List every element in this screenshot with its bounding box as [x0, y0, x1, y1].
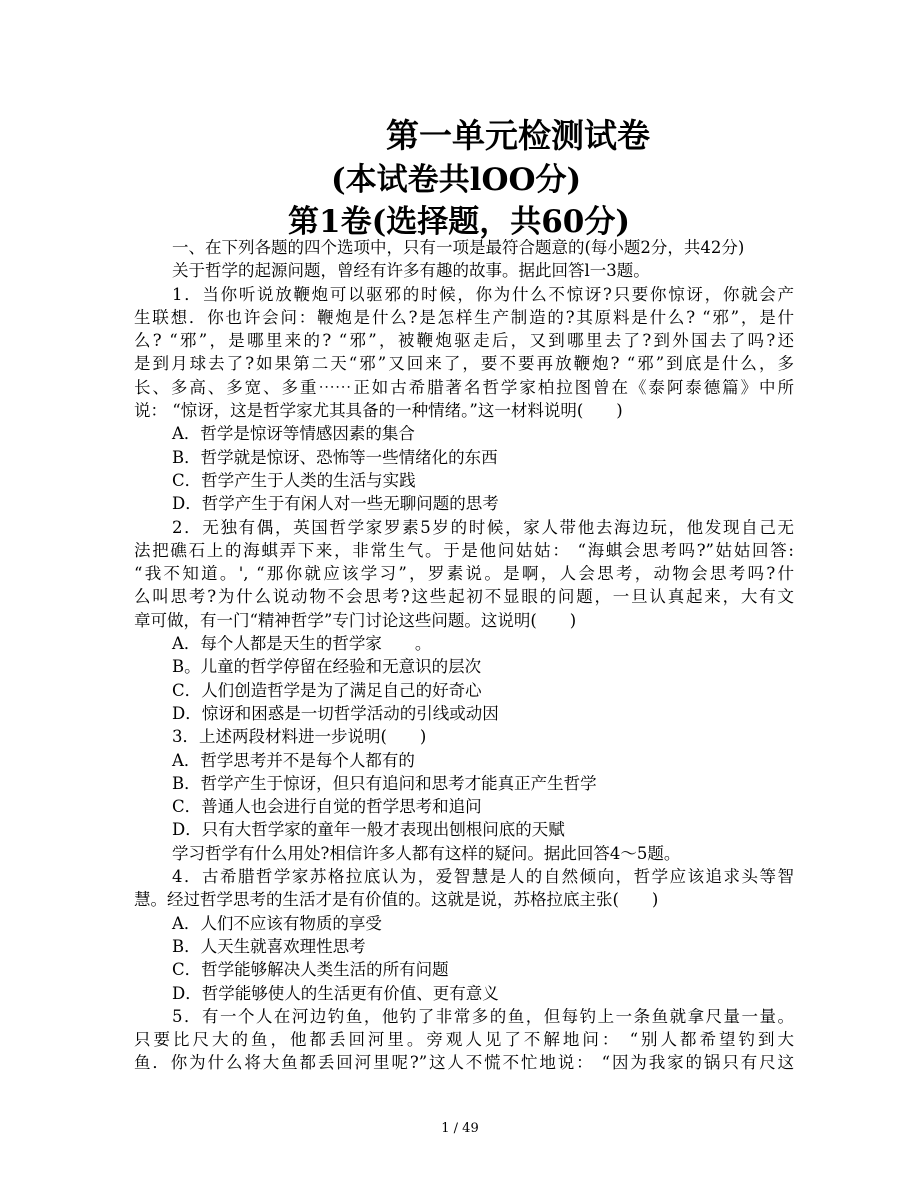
text-line: 只要比尺大的鱼，他都丢回河里。旁观人见了不解地问： “别人都希望钓到大: [134, 1030, 794, 1050]
text-line: A．人们不应该有物质的享受: [172, 913, 382, 933]
text-line: 法把礁石上的海蜞弄下来，非常生气。于是他问姑姑： “海蜞会思考吗?”姑姑回答:: [134, 540, 794, 560]
page-subtitle: (本试卷共lOO分): [331, 162, 582, 198]
text-line: 学习哲学有什么用处?相信许多人都有这样的疑问。据此回答4～5题。: [172, 843, 681, 863]
text-line: 4．古希腊哲学家苏格拉底认为，爱智慧是人的自然倾向，哲学应该追求头等智: [172, 867, 794, 887]
text-line: 鱼．你为什么将大鱼都丢回河里呢?”这人不慌不忙地说： “因为我家的锅只有尺这: [134, 1053, 794, 1073]
text-line: C．哲学产生于人类的生活与实践: [172, 470, 416, 490]
text-line: 一、在下列各题的四个选项中，只有一项是最符合题意的(每小题2分，共42分): [172, 238, 745, 257]
text-line: A．哲学思考并不是每个人都有的: [172, 750, 415, 770]
text-line: 5．有一个人在河边钓鱼，他钓了非常多的鱼，但每钓上一条鱼就拿尺量一量。: [172, 1006, 794, 1026]
question-body: [134, 236, 794, 1075]
text-line: D．惊讶和困惑是一切哲学活动的引线或动因: [172, 703, 499, 723]
text-line: D．哲学产生于有闲人对一些无聊问题的思考: [172, 494, 499, 514]
part-title: 第1卷(选择题，共60分): [288, 204, 631, 240]
text-line: B．人天生就喜欢理性思考: [172, 936, 366, 956]
text-line: 说： “惊讶，这是哲学家尤其具备的一种情绪。”这一材料说明( ): [134, 401, 623, 421]
page-number: 1 / 49: [441, 1121, 479, 1136]
text-line: 是到月球去了?如果第二天“邪”又回来了，要不要再放鞭炮? “邪”到底是什么，多: [134, 354, 794, 374]
text-line: 长、多高、多宽、多重⋯⋯正如古希腊著名哲学家柏拉图曾在《泰阿泰德篇》中所: [134, 377, 794, 397]
text-line: 1．当你听说放鞭炮可以驱邪的时候，你为什么不惊讶?只要你惊讶，你就会产: [172, 284, 794, 304]
text-line: 么? “邪”，是哪里来的? “邪”，被鞭炮驱走后，又到哪里去了?到外国去了吗?还: [134, 331, 794, 351]
text-line: 么叫思考?为什么说动物不会思考?这些起初不显眼的问题，一旦认真起来，大有文: [134, 587, 794, 607]
text-line: C．人们创造哲学是为了满足自己的好奇心: [172, 680, 482, 700]
text-line: 慧。经过哲学思考的生活才是有价值的。这就是说，苏格拉底主张( ): [134, 890, 659, 910]
text-line: B．哲学就是惊讶、恐怖等一些情绪化的东西: [172, 447, 498, 467]
text-line: C．哲学能够解决人类生活的所有问题: [172, 960, 449, 980]
text-line: 2．无独有偶，英国哲学家罗素5岁的时候，家人带他去海边玩，他发现自己无: [172, 517, 794, 537]
text-line: 关于哲学的起源问题，曾经有许多有趣的故事。据此回答l一3题。: [172, 261, 650, 281]
text-line: B．哲学产生于惊讶，但只有追问和思考才能真正产生哲学: [172, 773, 597, 793]
text-line: 生联想．你也许会问：鞭炮是什么?是怎样生产制造的?其原料是什么? “邪”，是什: [134, 307, 794, 327]
page-title: 第一单元检测试卷: [386, 116, 650, 155]
text-line: 3．上述两段材料进一步说明( ): [172, 727, 427, 747]
text-line: D．哲学能够使人的生活更有价值、更有意义: [172, 983, 499, 1003]
text-line: B。儿童的哲学停留在经验和无意识的层次: [172, 657, 482, 677]
text-line: 章可做，有一门“精神哲学”专门讨论这些问题。这说明( ): [134, 610, 577, 630]
text-line: “我不知道。', “那你就应该学习”，罗素说。是啊，人会思考，动物会思考吗?什: [134, 564, 794, 584]
text-line: C．普通人也会进行自觉的哲学思考和追问: [172, 797, 482, 817]
text-line: A．哲学是惊讶等情感因素的集合: [172, 424, 415, 444]
text-line: D．只有大哲学家的童年一般才表现出刨根问底的天赋: [172, 820, 565, 840]
text-line: A．每个人都是天生的哲学家 。: [172, 634, 432, 654]
